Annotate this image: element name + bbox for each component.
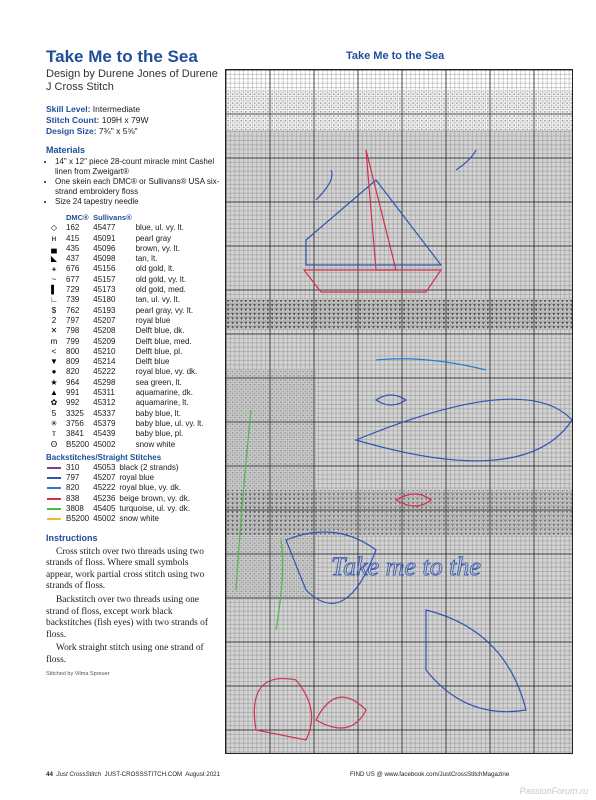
color-name: sea green, lt. [135,377,182,387]
instruction-paragraph: Work straight stitch using one strand of floss. [46,643,204,665]
sullivans-number: 45477 [93,223,116,233]
color-name: royal blue, vy. dk. [135,367,198,377]
dmc-number: 762 [66,305,80,315]
backstitch-heading: Backstitches/Straight Stitches [46,452,162,462]
dmc-number: 3325 [66,408,84,418]
sullivans-number: 45337 [93,408,116,418]
floss-key-row [46,337,208,347]
project-info [46,104,226,137]
color-name: tan, lt. [135,254,158,264]
floss-key-row [46,440,208,450]
stitch-symbol-icon: < [51,346,57,356]
floss-key-row [46,306,208,316]
color-name: pearl gray [135,233,172,243]
color-name: Delft blue, dk. [135,326,185,336]
stitch-symbol-icon: ▄ [51,243,57,253]
dmc-number: 820 [66,483,80,493]
dmc-number: 739 [66,295,80,305]
floss-key-row [46,254,208,264]
list-item: • Size 24 tapestry needle [55,197,226,207]
dmc-number: 809 [66,357,80,367]
sullivans-number: 45091 [93,233,116,243]
sullivans-number: 45173 [93,285,116,295]
dmc-header: DMC® [66,213,89,222]
stitch-symbol-icon: m [50,336,58,346]
stitch-symbol-icon: ✿ [50,398,58,408]
floss-key-row [46,409,208,419]
line-swatch-icon [46,463,66,473]
color-name: tan, ul. vy. lt. [135,295,180,305]
color-name: baby blue, pl. [135,429,184,439]
color-name: royal blue [135,315,171,325]
dmc-number: 310 [66,462,80,472]
sullivans-number: 45156 [93,264,116,274]
color-name: Delft blue, med. [135,336,192,346]
floss-key-row [46,234,208,244]
dmc-number: 3841 [66,429,84,439]
sullivans-number: 45208 [93,326,116,336]
sullivans-number: 45236 [93,493,116,503]
sullivans-number: 45098 [93,254,116,264]
sullivans-number: 45180 [93,295,116,305]
stitch-count: Stitch Count: 109H x 79W [46,115,149,125]
stitch-symbol-icon: 5 [51,408,57,418]
cross-stitch-chart [225,69,573,754]
backstitch-row [46,463,194,473]
site-url[interactable]: JUST-CROSSSTITCH.COM [104,771,183,778]
stitch-symbol-icon: ◇ [50,223,58,233]
stitch-symbol-icon: ▼ [50,357,58,367]
dmc-number: 437 [66,254,80,264]
stitch-symbol-icon: ✕ [50,326,58,336]
floss-key-row [46,419,208,429]
stitch-symbol-icon: ʘ [50,439,58,449]
floss-key-row [46,264,208,274]
stitcher-credit: Stitched by Vilma Spreuer [46,670,110,677]
skill-level: Skill Level: Intermediate [46,104,141,114]
floss-key-row [46,398,208,408]
sullivans-number: 45311 [93,388,115,398]
dmc-number: 797 [66,473,80,483]
floss-key-row [46,285,208,295]
left-column [46,47,226,677]
materials-list [46,157,226,207]
color-name: turquoise, ul. vy. dk. [119,504,190,514]
sullivans-number: 45002 [93,439,116,449]
sullivans-number: 45207 [93,315,116,325]
instructions [46,547,214,667]
stitch-symbol-icon: ● [51,367,57,377]
color-name: royal blue [119,473,155,483]
color-name: Delft blue, pl. [135,346,183,356]
stitch-symbol-icon: ◣ [50,254,58,264]
stitch-symbol-icon: $ [51,305,57,315]
page-title: Take Me to the Sea [46,47,198,66]
floss-key-row [46,357,208,367]
magazine-name: Just CrossStitch [56,771,102,778]
stitch-symbol-icon: т [52,429,56,439]
sullivans-number: 45379 [93,418,116,428]
line-swatch-icon [46,504,66,514]
color-name: old gold, lt. [135,264,175,274]
color-name: baby blue, lt. [135,408,181,418]
line-swatch-icon [46,514,66,524]
facebook-link[interactable]: FIND US @ www.facebook.com/JustCrossStitchMagazine [350,771,510,778]
dmc-number: 435 [66,243,80,253]
byline: Design by Durene Jones of Durene J Cross Stitch [46,68,218,93]
color-name: brown, vy. lt. [135,243,180,253]
backstitch-row [46,473,194,483]
backstitch-row [46,483,194,493]
sullivans-number: 45209 [93,336,116,346]
floss-key-row [46,275,208,285]
floss-key-row [46,367,208,377]
stitch-symbol-icon: н [51,233,57,243]
sullivans-number: 45096 [93,243,116,253]
dmc-number: 3808 [66,504,84,514]
sullivans-number: 45193 [93,305,116,315]
color-name: pearl gray, vy. lt. [135,305,194,315]
issue-date: August 2021 [185,771,221,778]
sullivans-header: Sullivans® [93,213,132,222]
stitch-symbol-icon: ▌ [51,285,57,295]
sullivans-number: 45312 [93,398,116,408]
color-name: snow white [119,514,159,524]
dmc-number: 797 [66,315,80,325]
color-name: royal blue, vy. dk. [119,483,182,493]
watermark: PassionForum.ru [519,786,588,796]
dmc-number: 992 [66,398,80,408]
dmc-number: 162 [66,223,80,233]
dmc-number: 415 [66,233,80,243]
dmc-number: 991 [66,388,80,398]
backstitch-row [46,494,194,504]
stitch-symbol-icon: ▲ [50,388,58,398]
backstitch-row [46,504,194,514]
floss-key-row [46,326,208,336]
design-size: Design Size: 7¾" x 5⅝" [46,126,138,136]
instruction-paragraph: Cross stitch over two threads using two strands of floss. Where small symbols appear, work partial cross stitch using two strands of floss. [46,546,205,592]
list-item: • One skein each DMC® or Sullivans® USA six-strand embroidery floss [55,177,226,197]
footer-left [46,771,220,778]
color-name: beige brown, vy. dk. [119,493,190,503]
sullivans-number: 45222 [93,367,116,377]
floss-key-row [46,244,208,254]
dmc-number: 729 [66,285,80,295]
instructions-heading: Instructions [46,532,98,543]
floss-key-table [46,213,208,450]
sullivans-number: 45053 [93,462,116,472]
color-name: old gold, med. [135,285,186,295]
sullivans-number: 45207 [93,473,116,483]
sullivans-number: 45405 [93,504,116,514]
color-name: aquamarine, dk. [135,388,193,398]
sullivans-number: 45222 [93,483,116,493]
dmc-number: 964 [66,377,80,387]
dmc-number: 838 [66,493,80,503]
line-swatch-icon [46,494,66,504]
color-name: aquamarine, lt. [135,398,189,408]
stitch-symbol-icon: ∟ [50,295,58,305]
stitch-symbol-icon: ✳ [50,418,58,428]
dmc-number: 799 [66,336,80,346]
floss-key-row [46,347,208,357]
list-item: • 14" x 12" piece 28-count miracle mint Cashel linen from Zweigart® [55,157,226,177]
floss-key-row [46,316,208,326]
instruction-paragraph: Backstitch over two threads using one strand of floss, except work black backstitches (fish eyes) with two strands of floss. [46,594,208,640]
dmc-number: B5200 [66,514,90,524]
color-name: black (2 strands) [119,462,179,472]
chart-grid [226,70,572,753]
dmc-number: 676 [66,264,80,274]
sullivans-number: 45298 [93,377,116,387]
color-name: blue, ul. vy. lt. [135,223,184,233]
dmc-number: 677 [66,274,80,284]
backstitch-table [46,463,194,525]
stitch-symbol-icon: ~ [51,274,57,284]
stitch-symbol-icon: 2 [51,315,57,325]
sullivans-number: 45214 [93,357,116,367]
dmc-number: 798 [66,326,80,336]
sullivans-number: 45439 [93,429,116,439]
chart-title: Take Me to the Sea [346,50,445,62]
page-number: 44 [46,771,53,778]
stitch-symbol-icon: ★ [50,377,58,387]
color-name: baby blue, ul. vy. lt. [135,418,204,428]
color-name: old gold, vy. lt. [135,274,187,284]
color-name: Delft blue [135,357,170,367]
stitch-symbol-icon: ⚹ [51,264,57,274]
line-swatch-icon [46,473,66,483]
backstitch-row [46,514,194,524]
sullivans-number: 45002 [93,514,116,524]
color-name: snow white [135,439,176,449]
dmc-number: 800 [66,346,80,356]
floss-key-row [46,223,208,233]
floss-key-row [46,388,208,398]
materials-heading: Materials [46,145,86,155]
floss-key-row [46,295,208,305]
floss-key-row [46,429,208,439]
chart-script-text: Take me to the [331,552,481,581]
sullivans-number: 45157 [93,274,116,284]
sullivans-number: 45210 [93,346,116,356]
dmc-number: B5200 [66,439,90,449]
floss-key-row [46,378,208,388]
line-swatch-icon [46,483,66,493]
dmc-number: 3756 [66,418,84,428]
dmc-number: 820 [66,367,80,377]
